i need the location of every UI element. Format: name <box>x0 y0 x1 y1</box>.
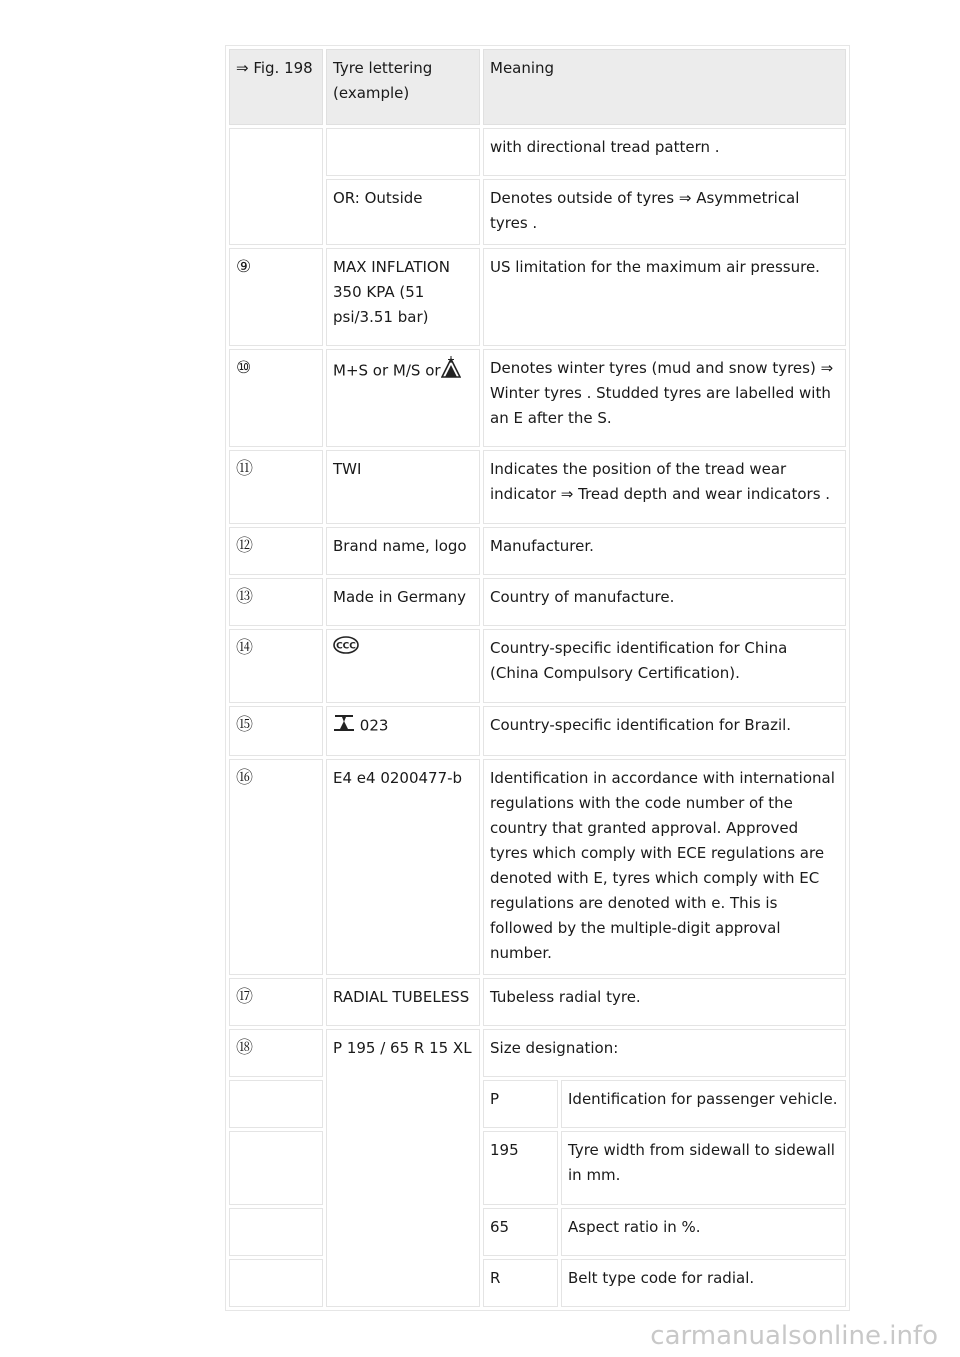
size-row <box>229 1080 846 1128</box>
row-number: ⑫ <box>229 527 323 575</box>
meaning-cell: Tubeless radial tyre. <box>483 978 846 1026</box>
meaning-cell: Denotes outside of tyres ⇒ Asymmetrical tyres . <box>483 179 846 245</box>
meaning-cell: Identification in accordance with international regulations with the code number of the country that granted approval. Approved tyres which comply with ECE regulations are denoted with E, tyres which comply with EC regulations are denoted with e. This is followed by the multiple-digit approval number. <box>483 759 846 975</box>
table-row <box>229 578 846 626</box>
table-row <box>229 527 846 575</box>
size-desc-cell: Identification for passenger vehicle. <box>561 1080 846 1128</box>
header-fig-ref: ⇒ Fig. 198 <box>229 49 323 125</box>
row-number: ⑪ <box>229 450 323 524</box>
table-header-row <box>229 49 846 125</box>
size-row <box>229 1131 846 1205</box>
table-row <box>229 629 846 703</box>
spacer-cell <box>229 1208 323 1256</box>
lettering-cell <box>326 128 480 176</box>
row-number: ⑮ <box>229 706 323 756</box>
table-row <box>229 128 846 176</box>
lettering-cell: OR: Outside <box>326 179 480 245</box>
row-number: ⑩ <box>229 349 323 447</box>
meaning-cell: Size designation: <box>483 1029 846 1077</box>
size-desc-cell: Tyre width from sidewall to sidewall in mm. <box>561 1131 846 1205</box>
size-code-cell: P <box>483 1080 558 1128</box>
meaning-cell: Country-specific identification for China (China Compulsory Certification). <box>483 629 846 703</box>
lettering-cell: E4 e4 0200477-b <box>326 759 480 975</box>
lettering-cell: Made in Germany <box>326 578 480 626</box>
table-row <box>229 759 846 975</box>
meaning-cell: Country of manufacture. <box>483 578 846 626</box>
watermark: carmanualsonline.info <box>650 1321 938 1351</box>
lettering-cell: RADIAL TUBELESS <box>326 978 480 1026</box>
row-number: ⑰ <box>229 978 323 1026</box>
table-row <box>229 1029 846 1077</box>
ccc-mark-icon <box>333 636 359 662</box>
table-row <box>229 450 846 524</box>
spacer-cell <box>229 1080 323 1128</box>
meaning-cell: Denotes winter tyres (mud and snow tyres) ⇒ Winter tyres . Studded tyres are labelled with an E after the S. <box>483 349 846 447</box>
row-number-cell <box>229 128 323 245</box>
header-meaning: Meaning <box>483 49 846 125</box>
spacer-cell <box>229 1259 323 1307</box>
size-row <box>229 1208 846 1256</box>
lettering-cell: Brand name, logo <box>326 527 480 575</box>
meaning-cell: with directional tread pattern . <box>483 128 846 176</box>
size-row <box>229 1259 846 1307</box>
meaning-cell: Country-specific identification for Brazil. <box>483 706 846 756</box>
row-number: ⑭ <box>229 629 323 703</box>
table-row <box>229 706 846 756</box>
meaning-cell: Indicates the position of the tread wear indicator ⇒ Tread depth and wear indicators . <box>483 450 846 524</box>
lettering-cell: TWI <box>326 450 480 524</box>
inmetro-mark-icon <box>333 713 355 739</box>
tyre-lettering-table <box>225 45 850 1311</box>
size-code-cell: R <box>483 1259 558 1307</box>
size-code-cell: 195 <box>483 1131 558 1205</box>
lettering-cell <box>326 349 480 447</box>
meaning-cell: US limitation for the maximum air pressure. <box>483 248 846 346</box>
lettering-cell: P 195 / 65 R 15 XL <box>326 1029 480 1307</box>
header-tyre-lettering: Tyre lettering (example) <box>326 49 480 125</box>
row-number: ⑨ <box>229 248 323 346</box>
size-desc-cell: Belt type code for radial. <box>561 1259 846 1307</box>
svg-text:CCC: CCC <box>336 641 356 652</box>
row-number: ⑬ <box>229 578 323 626</box>
lettering-text: M+S or M/S or <box>333 361 441 380</box>
lettering-cell <box>326 629 480 703</box>
lettering-cell: MAX INFLATION 350 KPA (51 psi/3.51 bar) <box>326 248 480 346</box>
row-number: ⑯ <box>229 759 323 975</box>
size-code-cell: 65 <box>483 1208 558 1256</box>
row-number: ⑱ <box>229 1029 323 1077</box>
meaning-cell: Manufacturer. <box>483 527 846 575</box>
table-row <box>229 978 846 1026</box>
table-row <box>229 248 846 346</box>
lettering-cell <box>326 706 480 756</box>
lettering-text: 023 <box>359 716 389 735</box>
size-desc-cell: Aspect ratio in %. <box>561 1208 846 1256</box>
spacer-cell <box>229 1131 323 1205</box>
table-row <box>229 349 846 447</box>
snowflake-mountain-icon <box>441 356 461 386</box>
